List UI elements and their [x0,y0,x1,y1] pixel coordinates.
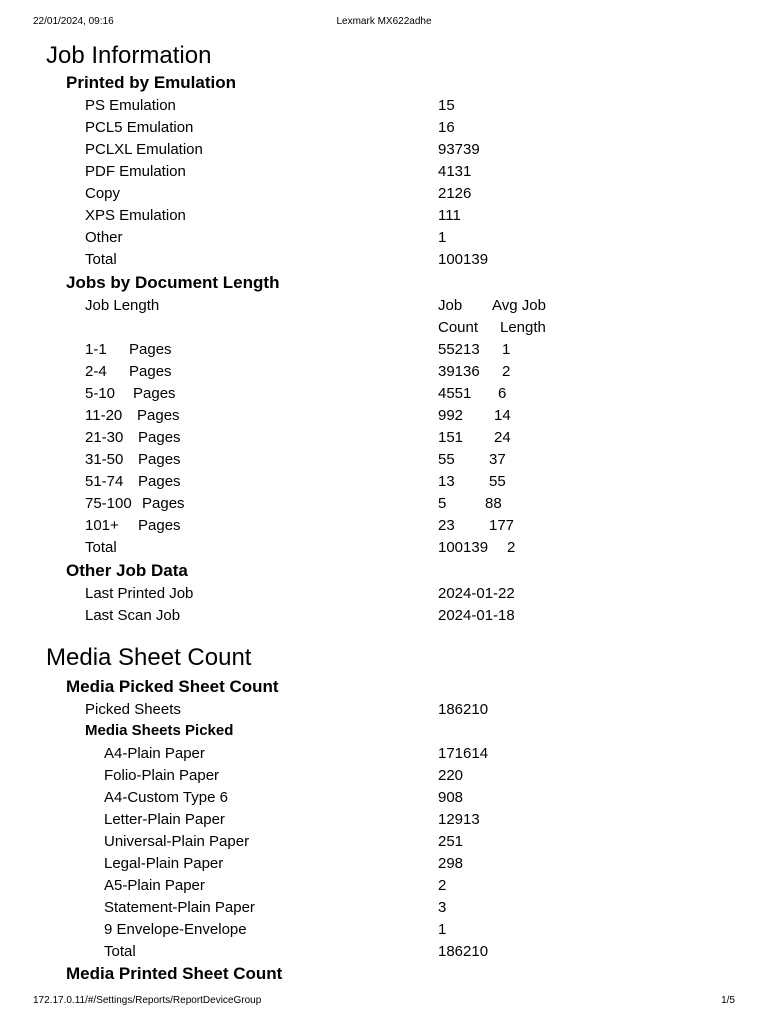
doc-length-row [0,406,768,426]
doc-length-row [0,450,768,470]
row-label: Folio-Plain Paper [104,767,220,784]
row-value: 1 [438,921,447,938]
col-header-avg-length-1: Avg Job [492,297,546,314]
emulation-row [0,206,768,226]
emulation-total-row [0,250,768,270]
media-row [0,788,768,808]
job-count: 4551 [438,385,472,402]
col-header-avg-length-2: Length [500,319,546,336]
page-footer [0,995,768,1009]
row-label: Total [104,943,136,960]
doc-length-row [0,340,768,360]
row-label: PCL5 Emulation [85,119,194,136]
row-label: PCLXL Emulation [85,141,203,158]
row-value: 100139 [438,251,489,268]
job-count: 39136 [438,363,480,380]
pages-label: Pages [137,407,180,424]
row-value: 4131 [438,163,472,180]
media-row [0,876,768,896]
pages-label: Pages [133,385,176,402]
printer-title: Lexmark MX622adhe [336,16,432,27]
subsection-title-doc-length: Jobs by Document Length [66,273,280,292]
page-number: 1/5 [721,995,735,1006]
avg-length: 88 [485,495,502,512]
job-count: 992 [438,407,464,424]
row-value: 2 [438,877,447,894]
row-value: 2024-01-22 [438,585,515,602]
row-value: 2126 [438,185,472,202]
col-header-job-count-1: Job [438,297,463,314]
row-label: Total [85,251,117,268]
pages-label: Pages [142,495,185,512]
doc-length-header-row [0,296,768,316]
row-value: 908 [438,789,464,806]
row-label: Universal-Plain Paper [104,833,250,850]
doc-length-row [0,472,768,492]
subsection-title-emulation: Printed by Emulation [66,73,237,92]
doc-length-row [0,516,768,536]
emulation-row [0,140,768,160]
row-label: XPS Emulation [85,207,186,224]
print-datetime: 22/01/2024, 09:16 [33,16,114,27]
doc-length-row [0,362,768,382]
avg-length: 14 [494,407,511,424]
media-total-row [0,942,768,962]
emulation-row [0,96,768,116]
row-value: 93739 [438,141,480,158]
row-label: PDF Emulation [85,163,186,180]
section-title-job-information: Job Information [46,42,212,69]
pages-label: Pages [129,341,172,358]
col-header-job-count-2: Count [438,319,479,336]
job-count: 151 [438,429,464,446]
job-count: 55213 [438,341,480,358]
job-count: 5 [438,495,447,512]
row-label: Last Scan Job [85,607,181,624]
row-label: Last Printed Job [85,585,194,602]
row-label: A4-Custom Type 6 [104,789,228,806]
media-row [0,766,768,786]
job-count: 55 [438,451,455,468]
avg-length: 37 [489,451,506,468]
row-value: 171614 [438,745,489,762]
other-job-row [0,584,768,604]
emulation-row [0,228,768,248]
media-row [0,810,768,830]
row-value: 1 [438,229,447,246]
other-job-row [0,606,768,626]
row-label: Other [85,229,123,246]
media-row [0,854,768,874]
row-value: 111 [438,207,461,224]
row-label: A4-Plain Paper [104,745,205,762]
row-value: 2024-01-18 [438,607,515,624]
media-row [0,744,768,764]
range-label: 1-1 [85,341,107,358]
row-value: 186210 [438,943,489,960]
media-row [0,832,768,852]
row-label: 9 Envelope-Envelope [104,921,247,938]
row-label: Copy [85,185,121,202]
subsection-title-media-picked: Media Picked Sheet Count [66,677,279,696]
doc-length-row [0,428,768,448]
media-row [0,920,768,940]
avg-length: 177 [489,517,515,534]
emulation-row [0,184,768,204]
doc-length-header-row-2 [0,318,768,338]
subsection-title-media-printed: Media Printed Sheet Count [66,964,283,983]
total-label: Total [85,539,117,556]
pages-label: Pages [129,363,172,380]
avg-length: 1 [502,341,511,358]
row-label: PS Emulation [85,97,176,114]
doc-length-row [0,494,768,514]
job-count: 100139 [438,539,489,556]
row-label: Statement-Plain Paper [104,899,255,916]
pages-label: Pages [138,473,181,490]
row-value: 16 [438,119,455,136]
range-label: 5-10 [85,385,116,402]
range-label: 21-30 [85,429,124,446]
row-label: Legal-Plain Paper [104,855,224,872]
emulation-row [0,162,768,182]
doc-length-row [0,384,768,404]
media-row [0,898,768,918]
row-value: 15 [438,97,455,114]
row-value: 3 [438,899,447,916]
media-sheets-picked-title: Media Sheets Picked [85,722,234,739]
doc-length-total-row [0,538,768,558]
row-value: 298 [438,855,464,872]
row-value: 220 [438,767,464,784]
range-label: 2-4 [85,363,107,380]
pages-label: Pages [138,429,181,446]
page-url: 172.17.0.11/#/Settings/Reports/ReportDeviceGroup [33,995,262,1006]
row-label: Letter-Plain Paper [104,811,225,828]
avg-length: 2 [502,363,511,380]
job-count: 23 [438,517,455,534]
pages-label: Pages [138,451,181,468]
col-header-job-length: Job Length [85,297,160,314]
range-label: 11-20 [85,407,123,424]
row-value: 12913 [438,811,480,828]
avg-length: 2 [507,539,516,556]
range-label: 75-100 [85,495,132,512]
avg-length: 55 [489,473,506,490]
subsection-title-other-job-data: Other Job Data [66,561,188,580]
row-value: 251 [438,833,464,850]
row-value: 186210 [438,701,489,718]
page-header [0,16,768,30]
range-label: 31-50 [85,451,124,468]
emulation-row [0,118,768,138]
job-count: 13 [438,473,455,490]
pages-label: Pages [138,517,181,534]
range-label: 51-74 [85,473,124,490]
section-title-media-sheet-count: Media Sheet Count [46,644,252,671]
avg-length: 24 [494,429,511,446]
row-label: A5-Plain Paper [104,877,205,894]
picked-sheets-row [0,700,768,720]
range-label: 101+ [85,517,119,534]
avg-length: 6 [498,385,507,402]
row-label: Picked Sheets [85,701,181,718]
